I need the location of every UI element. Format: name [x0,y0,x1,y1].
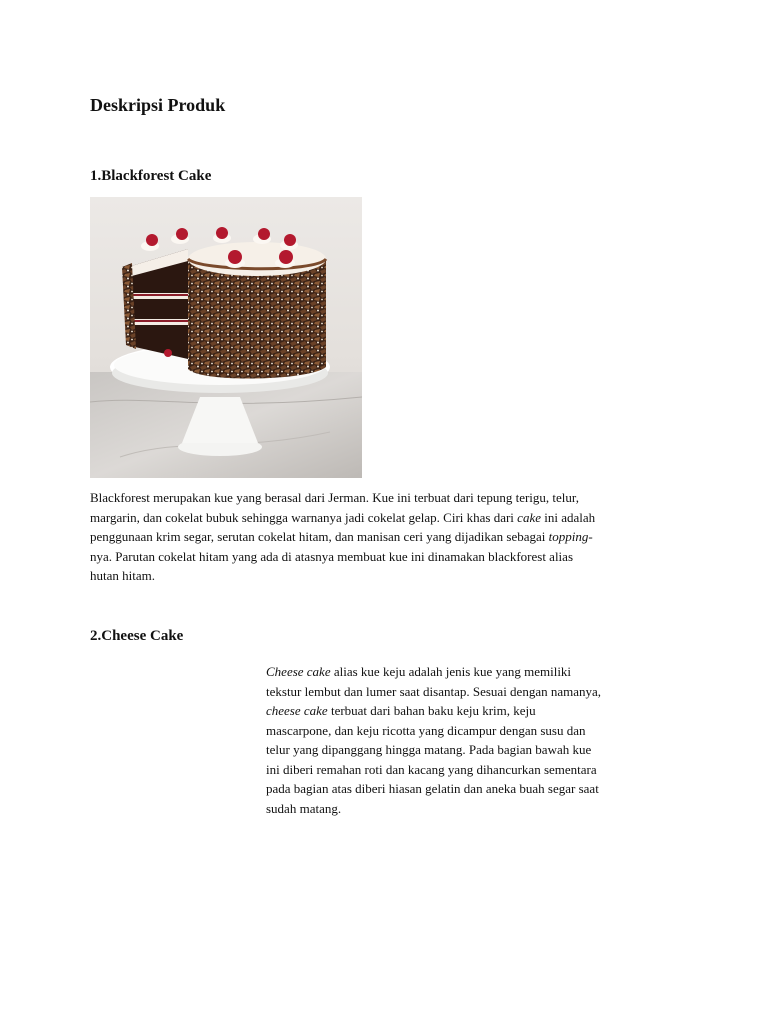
italic-text: cheese cake [266,703,328,718]
text-run: nya. Parutan cokelat hitam yang ada di atasnya membuat kue ini dinamakan blackforest alias [90,548,573,564]
section-heading-cheese-cake: 2.Cheese Cake [90,628,184,644]
text-run: pada bagian atas diberi hiasan gelatin dan aneka buah segar saat [266,781,599,796]
blackforest-cake-photo [90,197,362,478]
paragraph-line [90,508,690,528]
paragraph-line [266,721,666,741]
italic-text: Cheese cake [266,664,331,679]
paragraph-line [90,488,690,508]
text-run: alias kue keju adalah jenis kue yang memiliki [330,664,572,679]
paragraph-line [90,547,690,567]
text-run: ini adalah [540,509,596,525]
blackforest-description [90,488,690,586]
paragraph-line [266,760,666,780]
text-run: - [588,529,593,544]
paragraph-line [266,799,666,819]
paragraph-line [266,662,666,682]
text-run: mascarpone, dan keju ricotta yang dicampur dengan susu dan [266,722,586,738]
text-run: ini diberi remahan roti dan kacang yang dihancurkan sementara [266,761,597,777]
text-run: hutan hitam. [90,568,155,583]
text-run: sudah matang. [266,800,342,816]
paragraph-line [266,779,666,799]
cheese-cake-description [266,662,666,818]
text-run: penggunaan krim segar, serutan cokelat hitam, dan manisan ceri yang dijadikan sebagai [90,529,549,544]
paragraph-line [266,682,666,702]
paragraph-line [266,701,666,721]
paragraph-line [90,566,690,586]
document-title: Deskripsi Produk [90,95,226,115]
section-heading-blackforest: 1.Blackforest Cake [90,168,212,184]
text-run: terbuat dari bahan baku keju krim, keju [327,703,536,718]
text-run: telur yang dipanggang hingga matang. Pada bagian bawah kue [266,742,592,757]
text-run: tekstur lembut dan lumer saat disantap. Sesuai dengan namanya, [266,683,602,699]
italic-text: topping [548,529,589,544]
text-run: margarin, dan cokelat bubuk sehingga warnanya jadi cokelat gelap. Ciri khas dari [90,509,518,525]
italic-text: cake [517,509,541,525]
text-run: Blackforest merupakan kue yang berasal dari Jerman. Kue ini terbuat dari tepung terigu, telur, [90,490,579,505]
paragraph-line [90,527,690,547]
blackforest-cake-illustration [90,197,362,478]
paragraph-line [266,740,666,760]
